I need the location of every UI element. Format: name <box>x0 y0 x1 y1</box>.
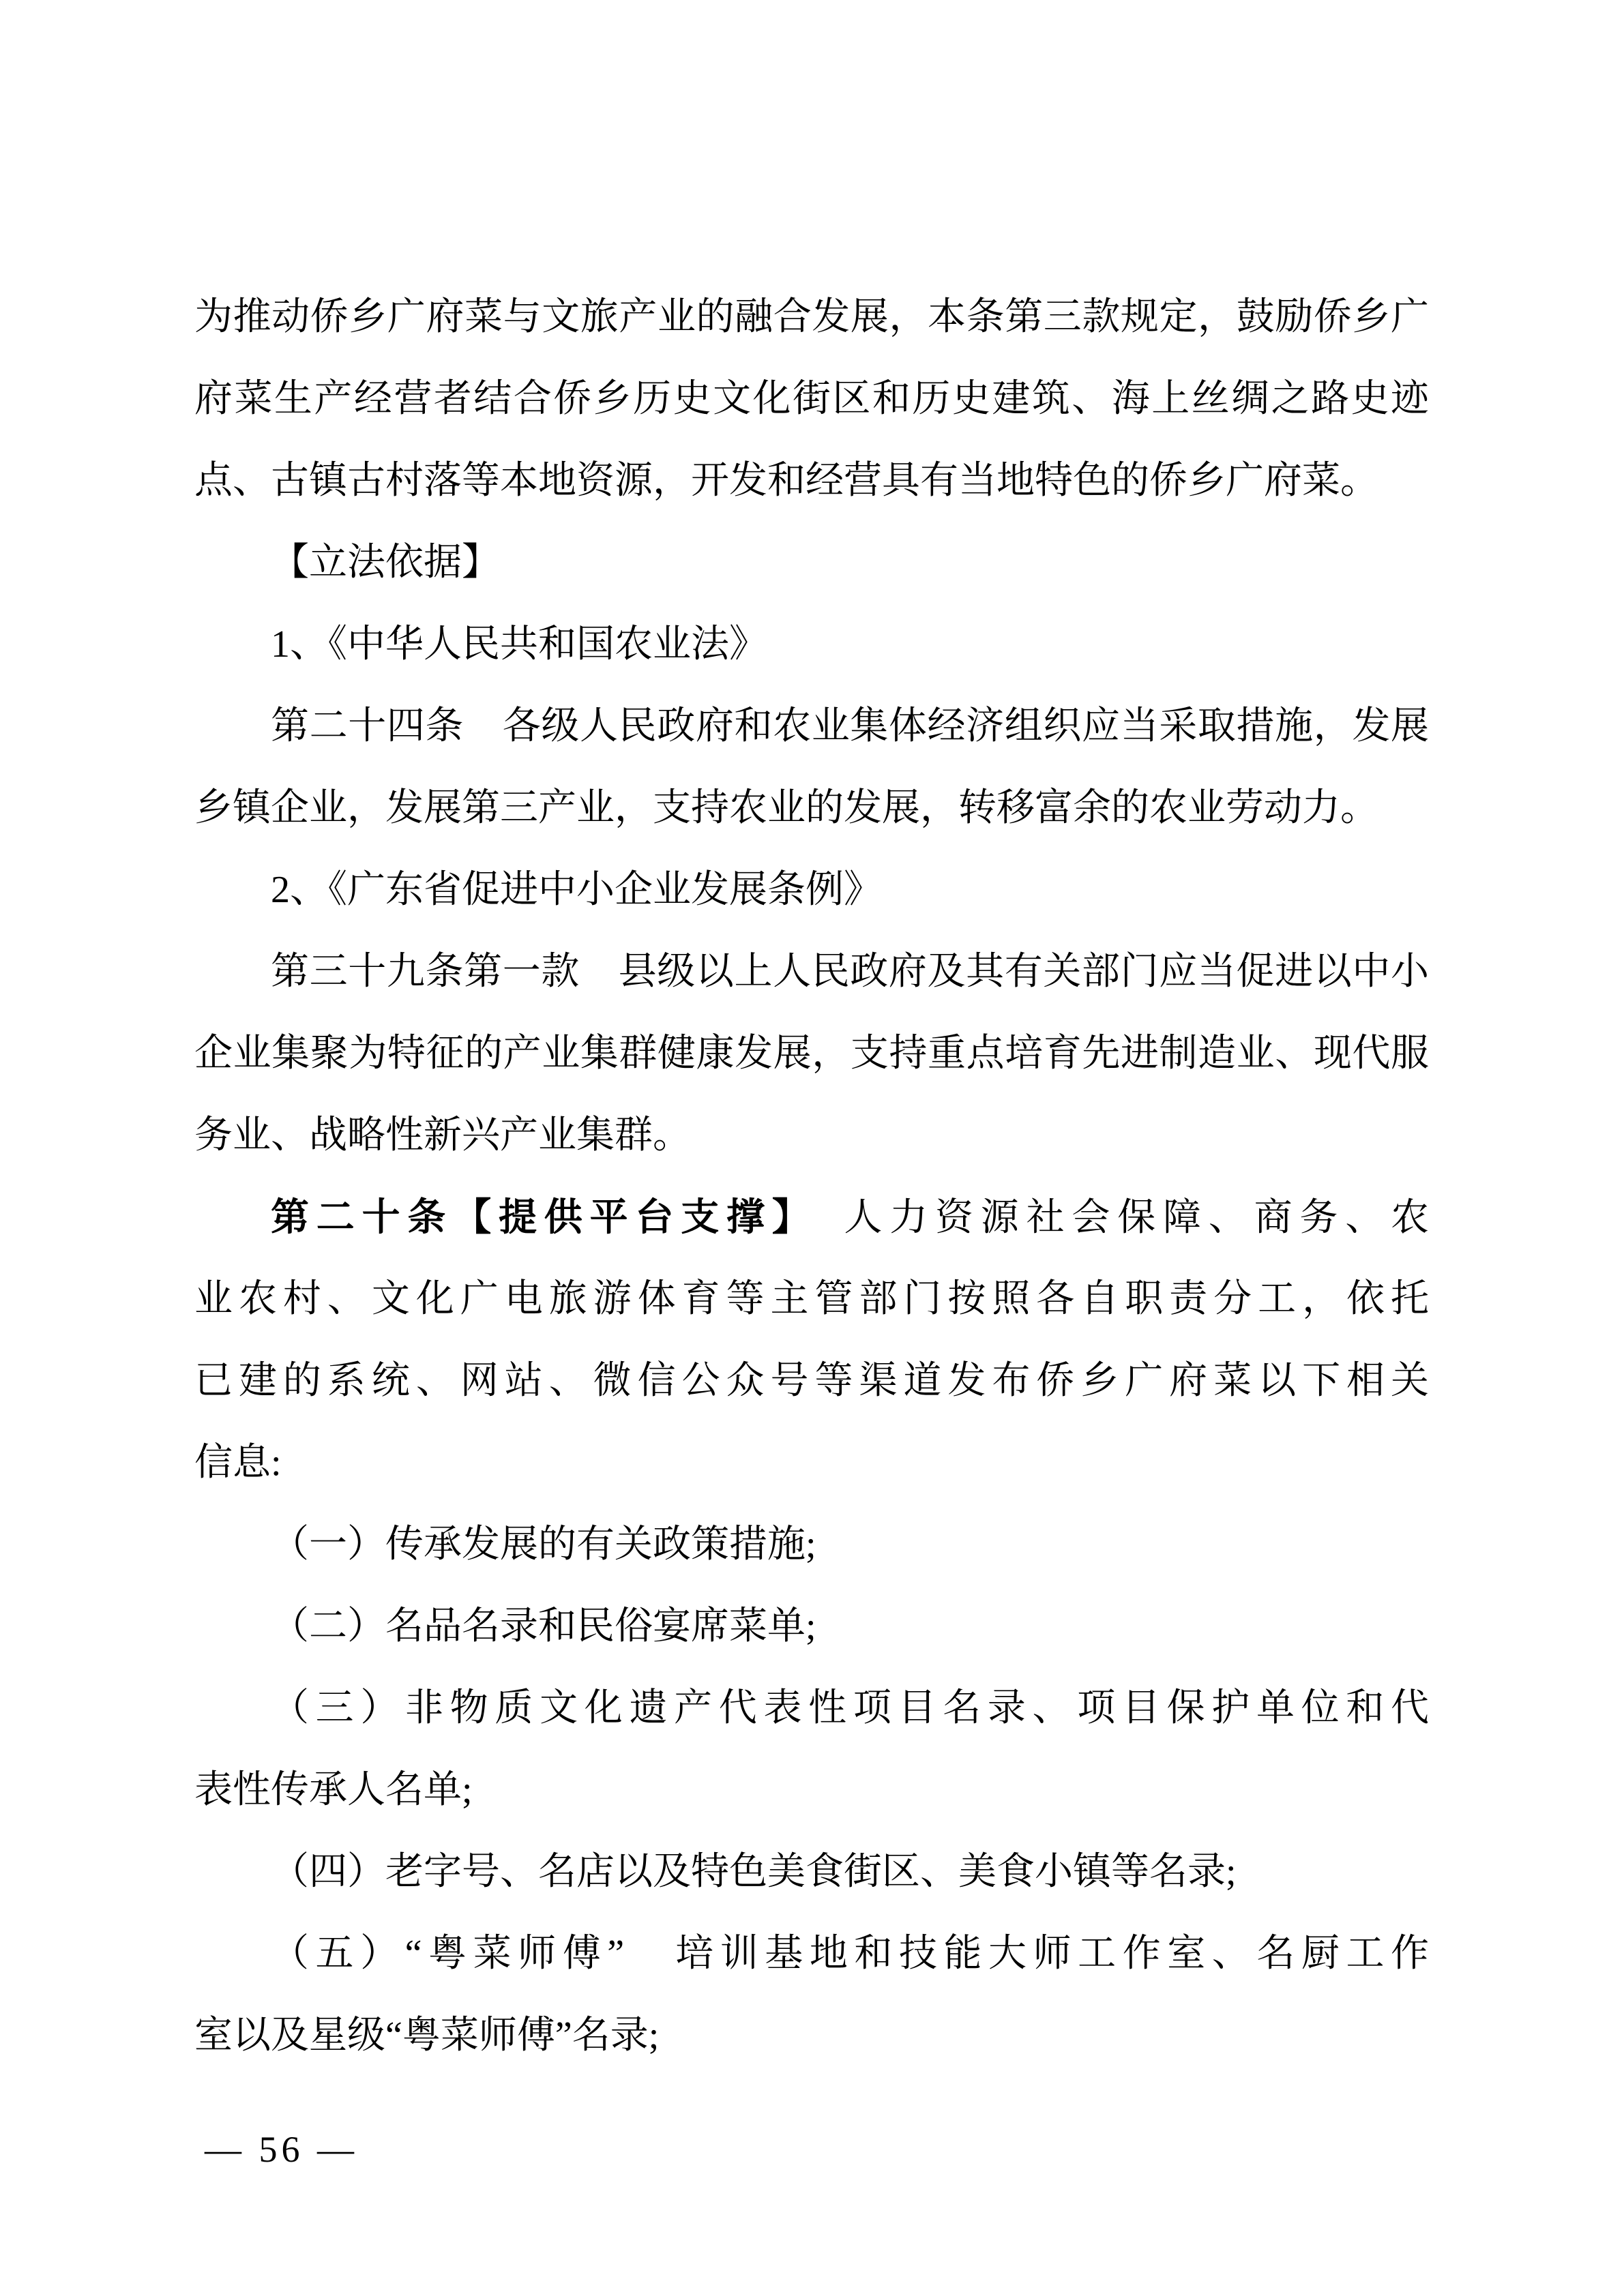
text-line: 2、《广东省促进中小企业发展条例》 <box>271 869 882 911</box>
text-line: （一）传承发展的有关政策措施; <box>271 1523 816 1566</box>
text-line: 信息: <box>194 1442 282 1484</box>
text-line: 为推动侨乡广府菜与文旅产业的融合发展，本条第三款规定，鼓励侨乡广 <box>194 296 1429 338</box>
text-line: 乡镇企业，发展第三产业，支持农业的发展，转移富余的农业劳动力。 <box>194 787 1378 829</box>
text-line: 企业集聚为特征的产业集群健康发展，支持重点培育先进制造业、现代服 <box>194 1032 1429 1075</box>
text-line: 表性传承人名单; <box>194 1769 473 1811</box>
text-line: 点、古镇古村落等本地资源，开发和经营具有当地特色的侨乡广府菜。 <box>194 460 1378 502</box>
text-line: 业农村、文化广电旅游体育等主管部门按照各自职责分工，依托 <box>194 1278 1429 1320</box>
text-line: （二）名品名录和民俗宴席菜单; <box>271 1605 816 1648</box>
text-line: 第二十四条 各级人民政府和农业集体经济组织应当采取措施，发展 <box>271 705 1429 747</box>
text-line: 【立法依据】 <box>271 541 500 584</box>
text-line: （五）“粤菜师傅” 培训基地和技能大师工作室、名厨工作 <box>271 1933 1429 1975</box>
text-line: 府菜生产经营者结合侨乡历史文化街区和历史建筑、海上丝绸之路史迹 <box>194 378 1429 420</box>
text-line: 已建的系统、网站、微信公众号等渠道发布侨乡广府菜以下相关 <box>194 1360 1429 1402</box>
text-line: 室以及星级“粤菜师傅”名录; <box>194 2014 660 2057</box>
text-line: 第二十条【提供平台支撑】 人力资源社会保障、商务、农 <box>271 1195 1430 1239</box>
text-line: 1、《中华人民共和国农业法》 <box>271 623 767 666</box>
document-body <box>194 276 1429 2076</box>
text-line: （四）老字号、名店以及特色美食街区、美食小镇等名录; <box>271 1851 1237 1893</box>
text-line: 务业、战略性新兴产业集群。 <box>194 1114 691 1157</box>
page-number: — 56 — <box>205 2129 358 2170</box>
text-line: （三）非物质文化遗产代表性项目名录、项目保护单位和代 <box>271 1687 1429 1729</box>
text-line: 第三十九条第一款 县级以上人民政府及其有关部门应当促进以中小 <box>271 951 1429 993</box>
article-heading: 第二十条【提供平台支撑】 <box>271 1195 799 1238</box>
